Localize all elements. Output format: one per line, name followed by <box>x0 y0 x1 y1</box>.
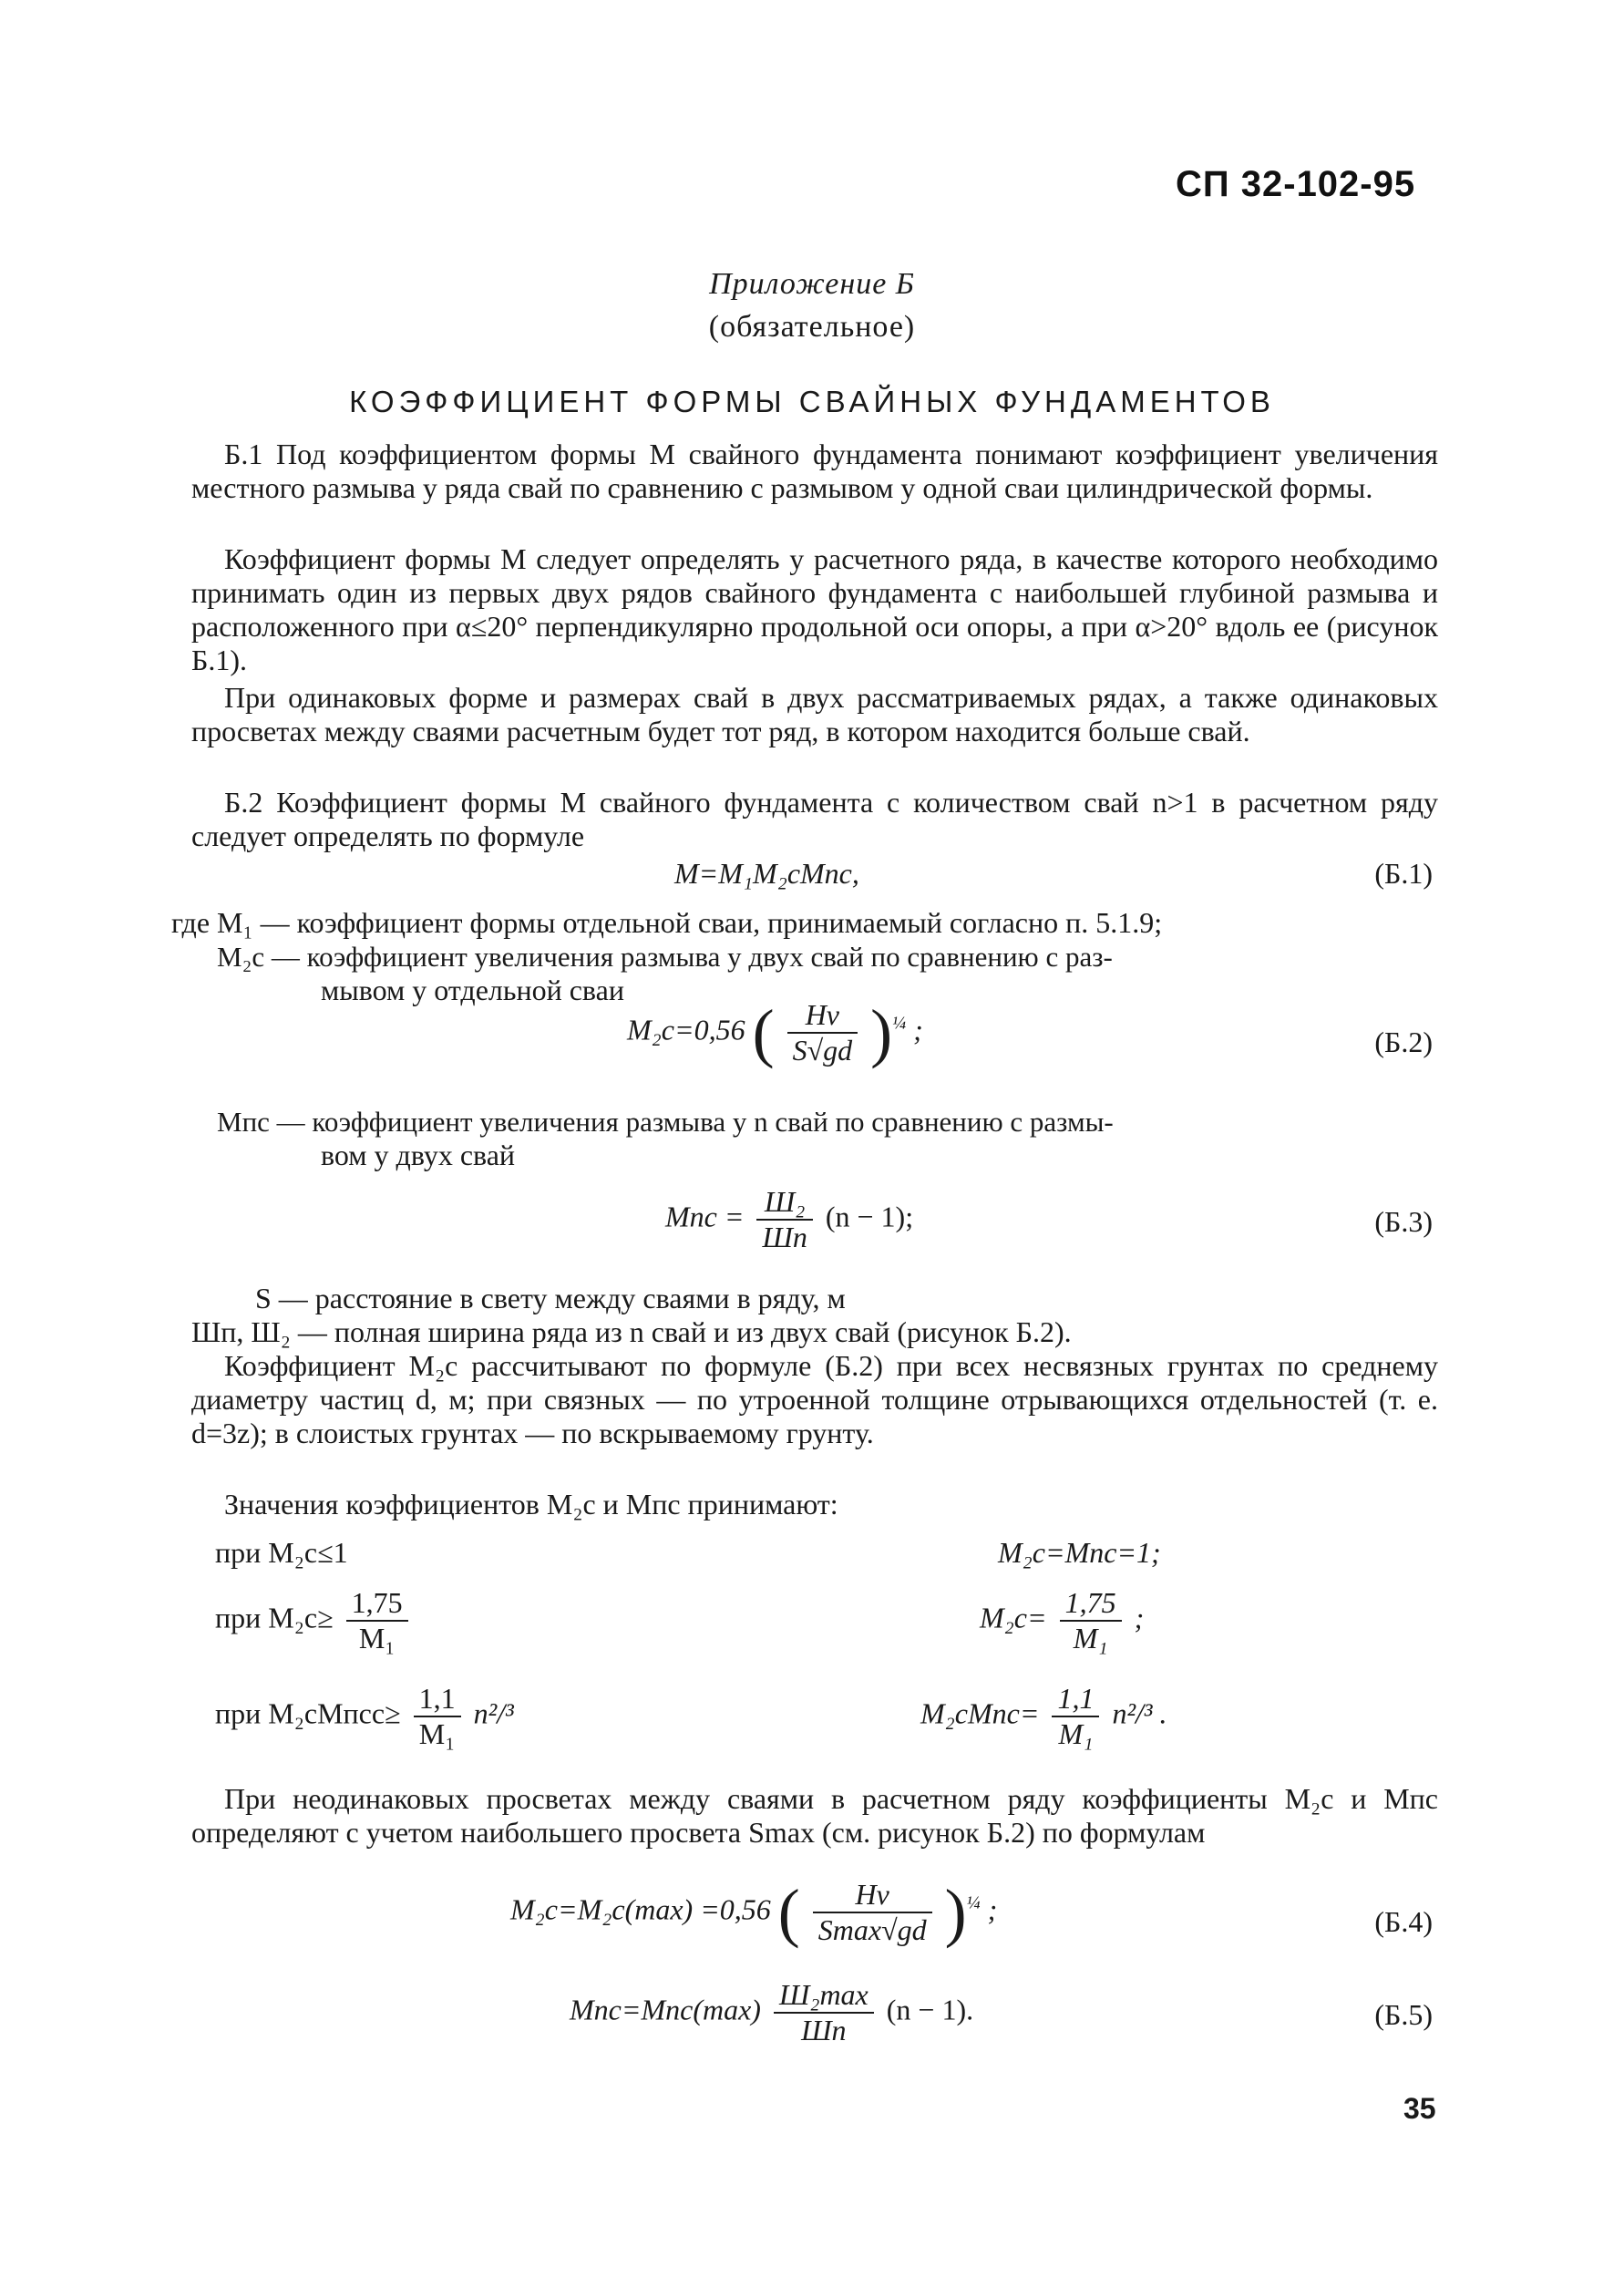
condition-2-left <box>215 1586 414 1655</box>
definition-m2c-cont: мывом у отдельной сваи <box>321 974 624 1006</box>
formula-b2-end: ; <box>913 1013 923 1046</box>
definition-width: Шп, Ш₂ — полная ширина ряда из n свай и из двух свай (рисунок Б.2). <box>191 1315 1072 1348</box>
appendix-title: Приложение Б <box>709 267 915 301</box>
paragraph-m2c-calc: Коэффициент M₂c рассчитывают по формуле (Б.2) при всех несвязных грунтах по среднему диаметру частиц d, м; при связных — по утроенной толщине отрывающихся отдельностей (т. е. d=3z); в слоистых грунтах — по вскрываемому грунту. <box>191 1349 1438 1449</box>
formula-b5-tail: (n − 1). <box>886 1993 974 2026</box>
condition-2-right-denominator: M₁ <box>1073 1622 1108 1654</box>
formula-b2-left-paren: ( <box>752 996 775 1069</box>
formula-b4-left-paren: ( <box>777 1876 800 1949</box>
formula-b3-lhs: Mпc = <box>665 1200 745 1233</box>
formula-b1: M=M₁M₂cMпc, <box>674 857 859 890</box>
formula-b3 <box>665 1185 913 1254</box>
appendix-status: (обязательное) <box>708 310 916 344</box>
definition-mnc: Mпc — коэффициент увеличения размыва у n свай по сравнению с размы- <box>217 1106 1114 1138</box>
condition-3-right <box>920 1682 1167 1751</box>
condition-1-right: M₂c=Mпc=1; <box>998 1536 1161 1569</box>
definition-mnc-cont: вом у двух свай <box>321 1139 516 1171</box>
formula-b1-number: (Б.1) <box>1374 857 1433 890</box>
formula-b2-lhs: M₂c=0,56 <box>627 1013 745 1046</box>
formula-b4-fraction <box>813 1878 932 1947</box>
definition-m1: где M₁ — коэффициент формы отдельной сваи, принимаемый согласно п. 5.1.9; <box>171 906 1163 939</box>
formula-b4-end: ; <box>987 1892 998 1926</box>
formula-b5-number: (Б.5) <box>1374 1998 1433 2031</box>
formula-b2-numerator: Hv <box>787 998 858 1034</box>
formula-b2-number: (Б.2) <box>1374 1026 1433 1058</box>
paragraph-b1: Б.1 Под коэффициентом формы M свайного фундамента понимают коэффициент увеличения местного размыва у ряда свай по сравнению с размывом у одной сваи цилиндрической формы. <box>191 438 1438 504</box>
paragraph-equal-piles: При одинаковых форме и размерах свай в двух рассматриваемых рядах, а также одинаковых просветах между сваями расчетным будет тот ряд, в котором находится больше свай. <box>191 681 1438 747</box>
section-title: КОЭФФИЦИЕНТ ФОРМЫ СВАЙНЫХ ФУНДАМЕНТОВ <box>349 385 1275 418</box>
condition-2-right-end: ; <box>1134 1601 1145 1634</box>
definition-m2c: M₂c — коэффициент увеличения размыва у двух свай по сравнению с раз- <box>217 941 1113 973</box>
condition-3-numerator: 1,1 <box>414 1682 461 1717</box>
formula-b4-lhs: M₂c=M₂c(max) =0,56 <box>510 1892 771 1926</box>
condition-2-denominator: M₁ <box>358 1622 396 1654</box>
formula-b2-denominator: S√gd <box>792 1034 853 1067</box>
formula-b3-denominator: Шп <box>762 1221 807 1253</box>
formula-b4-denominator: Smax√gd <box>817 1913 927 1946</box>
condition-3-power: n²/³ <box>473 1696 514 1730</box>
paragraph-unequal-spacing: При неодинаковых просветах между сваями в расчетном ряду коэффициенты M₂c и Mпc определяют с учетом наибольшего просвета Smax (см. рисунок Б.2) по формулам <box>191 1782 1438 1849</box>
condition-2-right <box>980 1586 1144 1655</box>
formula-b2-fraction <box>787 998 858 1067</box>
condition-3-right-lhs: M₂cMпc= <box>920 1696 1040 1730</box>
condition-3-label: при M₂cMпcc≥ <box>215 1696 401 1730</box>
condition-3-right-end: . <box>1159 1696 1167 1730</box>
paragraph-b2: Б.2 Коэффициент формы M свайного фундамента с количеством свай n>1 в расчетном ряду следует определять по формуле <box>191 786 1438 852</box>
formula-b5-numerator: Ш₂max <box>774 1978 874 2014</box>
condition-2-numerator: 1,75 <box>346 1586 408 1622</box>
formula-b5-fraction <box>774 1978 874 2047</box>
formula-b2-right-paren: ) <box>870 996 893 1069</box>
formula-b4-number: (Б.4) <box>1374 1905 1433 1938</box>
formula-b5-denominator: Шп <box>801 2014 847 2046</box>
formula-b5 <box>570 1978 973 2047</box>
condition-3-left <box>215 1682 514 1751</box>
formula-b4 <box>510 1878 997 1947</box>
formula-b3-number: (Б.3) <box>1374 1205 1433 1238</box>
page-number: 35 <box>1403 2092 1436 2125</box>
condition-3-right-numerator: 1,1 <box>1052 1682 1099 1717</box>
condition-3-denominator: M₁ <box>418 1717 456 1750</box>
formula-b4-power: ¼ <box>966 1892 981 1913</box>
condition-3-right-fraction <box>1052 1682 1099 1751</box>
formula-b3-fraction <box>756 1185 812 1254</box>
condition-3-right-power: n²/³ <box>1112 1696 1153 1730</box>
paragraph-coefficient-definition: Коэффициент формы M следует определять у расчетного ряда, в качестве которого необходимо принимать один из первых двух рядов свайного фундамента с наибольшей глубиной размыва и расположенного при α≤20° перпендикулярно продольной оси опоры, а при α>20° вдоль ее (рисунок Б.1). <box>191 542 1438 676</box>
condition-2-right-numerator: 1,75 <box>1060 1586 1122 1622</box>
formula-b3-numerator: Ш₂ <box>756 1185 812 1221</box>
document-code: СП 32-102-95 <box>1176 164 1416 204</box>
paragraph-values-intro: Значения коэффициентов M₂c и Mпc принимают: <box>224 1488 838 1520</box>
condition-2-right-lhs: M₂c= <box>980 1601 1047 1634</box>
formula-b3-tail: (n − 1); <box>825 1200 914 1233</box>
condition-1-left: при M₂c≤1 <box>215 1536 348 1569</box>
condition-2-label: при M₂c≥ <box>215 1601 334 1634</box>
condition-3-fraction <box>414 1682 461 1751</box>
formula-b4-numerator: Hv <box>813 1878 932 1913</box>
formula-b5-lhs: Mпc=Mпc(max) <box>570 1993 761 2026</box>
condition-2-fraction <box>346 1586 408 1655</box>
formula-b2-power: ¼ <box>892 1013 907 1034</box>
formula-b2 <box>627 998 923 1067</box>
condition-3-right-denominator: M₁ <box>1058 1717 1094 1750</box>
formula-b4-right-paren: ) <box>944 1876 967 1949</box>
condition-2-right-fraction <box>1060 1586 1122 1655</box>
definition-s: S — расстояние в свету между сваями в ряду, м <box>255 1282 846 1314</box>
